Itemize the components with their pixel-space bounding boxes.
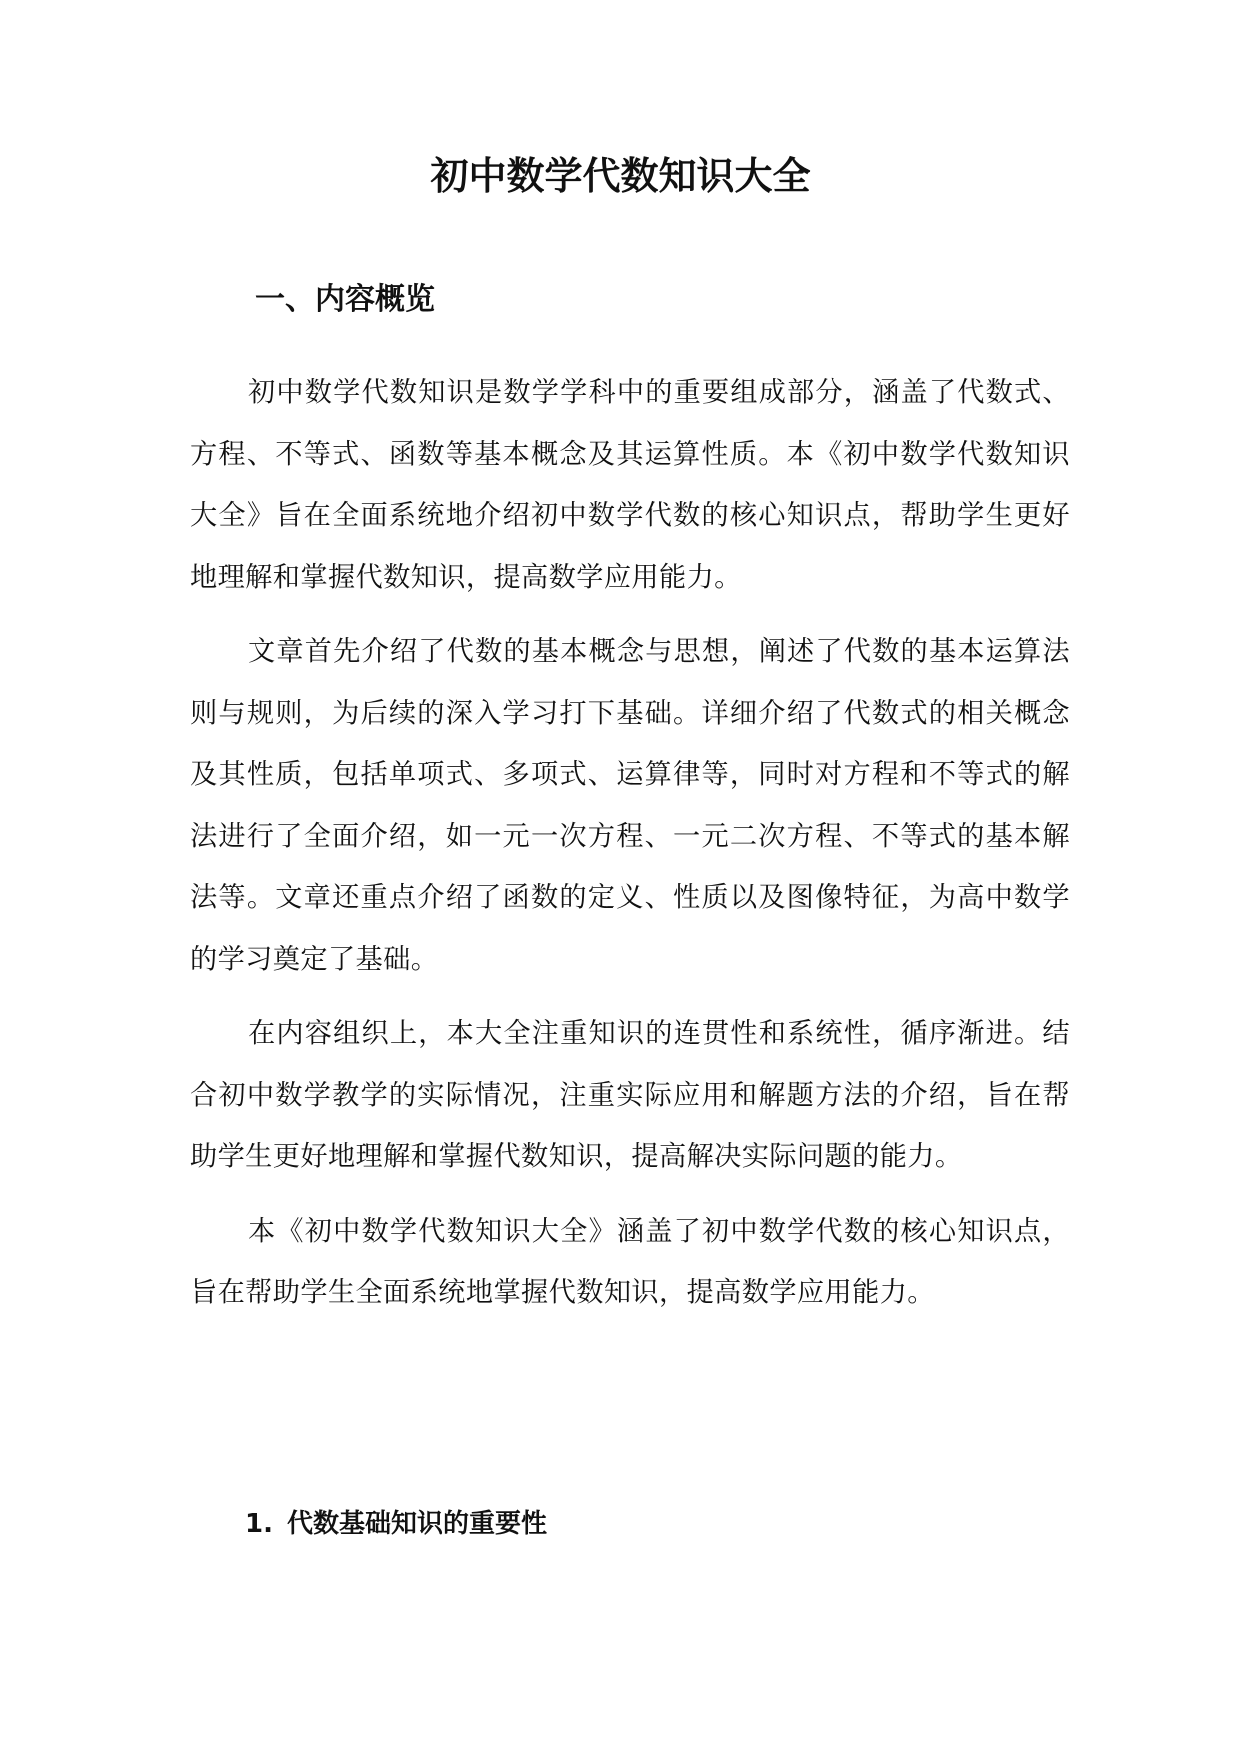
- paragraph-1: 初中数学代数知识是数学学科中的重要组成部分，涵盖了代数式、方程、不等式、函数等基本概念及其运算性质。本《初中数学代数知识大全》旨在全面系统地介绍初中数学代数的核心知识点，帮助学生更好地理解和掌握代数知识，提高数学应用能力。: [190, 377, 1070, 593]
- document-title: 初中数学代数知识大全: [430, 154, 811, 198]
- paragraph-4: 本《初中数学代数知识大全》涵盖了初中数学代数的核心知识点，旨在帮助学生全面系统地掌握代数知识，提高数学应用能力。: [190, 1215, 1070, 1308]
- overview-body: [190, 362, 1070, 1337]
- section-heading-overview: 一、内容概览: [255, 282, 435, 317]
- subsection-title: 代数基础知识的重要性: [286, 1509, 547, 1539]
- subsection-number: 1.: [245, 1509, 273, 1539]
- paragraph-3: 在内容组织上，本大全注重知识的连贯性和系统性，循序渐进。结合初中数学教学的实际情况，注重实际应用和解题方法的介绍，旨在帮助学生更好地理解和掌握代数知识，提高解决实际问题的能力。: [190, 1018, 1070, 1172]
- paragraph-2: 文章首先介绍了代数的基本概念与思想，阐述了代数的基本运算法则与规则，为后续的深入学习打下基础。详细介绍了代数式的相关概念及其性质，包括单项式、多项式、运算律等，同时对方程和不等式的解法进行了全面介绍，如一元一次方程、一元二次方程、不等式的基本解法等。文章还重点介绍了函数的定义、性质以及图像特征，为高中数学的学习奠定了基础。: [190, 636, 1070, 975]
- subsection-heading: [245, 1504, 547, 1544]
